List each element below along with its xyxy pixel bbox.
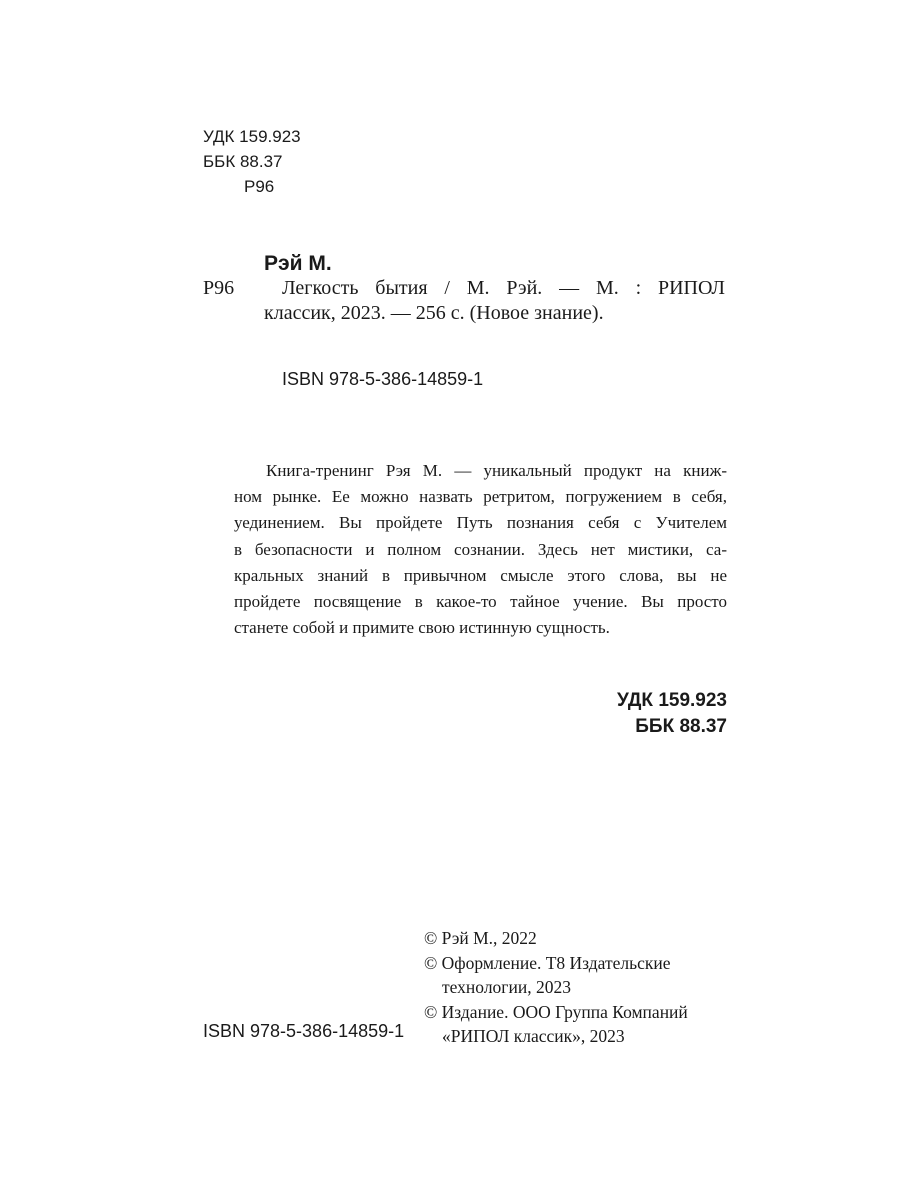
annotation-line: уединением. Вы пройдете Путь познания себя с Учителем bbox=[234, 513, 727, 533]
bbk-code: ББК 88.37 bbox=[203, 152, 283, 171]
copyright-line: © Оформление. Т8 Издательские bbox=[424, 952, 671, 973]
bibliographic-line-2: классик, 2023. — 256 с. (Новое знание). bbox=[264, 302, 604, 324]
annotation-line: Книга-тренинг Рэя М. — уникальный продукт на книж- bbox=[266, 461, 727, 480]
annotation-line: станете собой и примите свою истинную сущность. bbox=[234, 618, 610, 638]
author-name: Рэй М. bbox=[264, 252, 332, 275]
copyright-line: © Рэй М., 2022 bbox=[424, 928, 537, 948]
udk-code: УДК 159.923 bbox=[203, 127, 301, 146]
bibliographic-line-1: Легкость бытия / М. Рэй. — М. : РИПОЛ bbox=[282, 277, 725, 299]
isbn-footer: ISBN 978-5-386-14859-1 bbox=[203, 1021, 405, 1041]
author-mark: Р96 bbox=[203, 277, 235, 299]
copyright-line: «РИПОЛ классик», 2023 bbox=[442, 1026, 625, 1046]
annotation-line: ном рынке. Ее можно назвать ретритом, погружением в себя, bbox=[234, 487, 727, 507]
classification-block bbox=[617, 688, 727, 740]
annotation-line: кральных знаний в привычном смысле этого слова, вы не bbox=[234, 565, 727, 585]
annotation bbox=[234, 458, 727, 641]
copyright-line: © Издание. ООО Группа Компаний bbox=[424, 1001, 688, 1022]
copyright-block bbox=[424, 926, 688, 1049]
author-mark-code: Р96 bbox=[244, 177, 275, 196]
isbn-record: ISBN 978-5-386-14859-1 bbox=[282, 369, 484, 389]
bbk-code-bold: ББК 88.37 bbox=[635, 716, 727, 737]
annotation-line: пройдете посвящение в какое-то тайное учение. Вы просто bbox=[234, 591, 727, 611]
copyright-line: технологии, 2023 bbox=[442, 977, 571, 997]
udk-code-bold: УДК 159.923 bbox=[617, 690, 727, 711]
annotation-line: в безопасности и полном сознании. Здесь нет мистики, са- bbox=[234, 539, 727, 559]
